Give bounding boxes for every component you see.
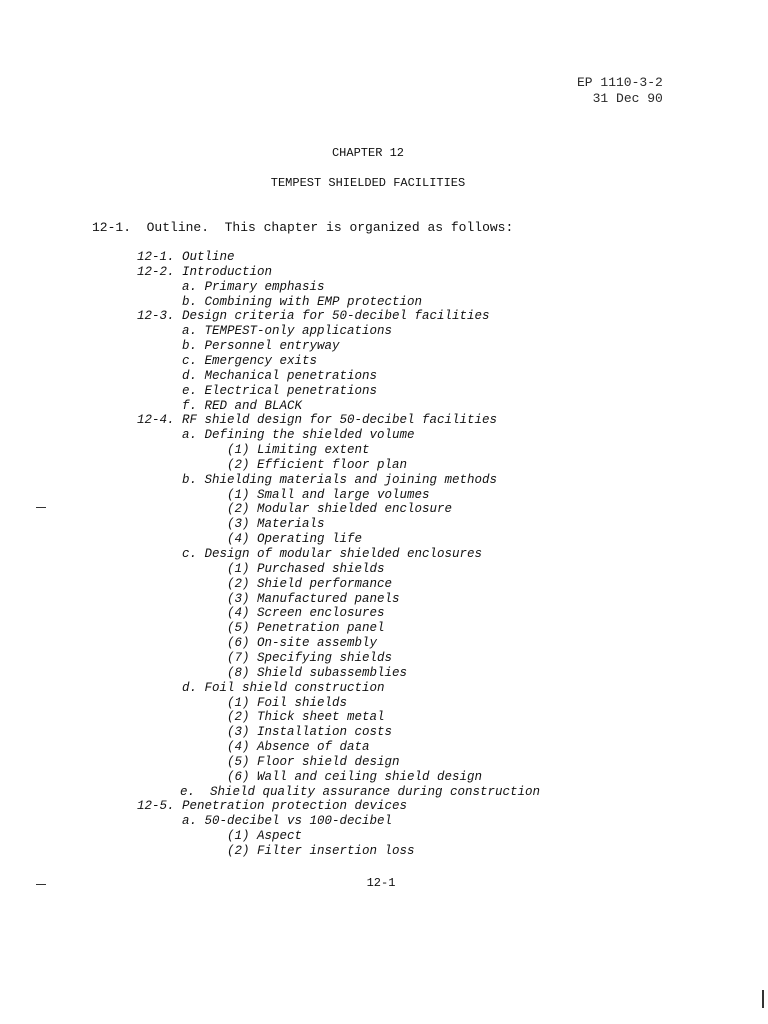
outline-item-level-2: d. Mechanical penetrations (182, 368, 378, 383)
outline-item-level-3: (5) Floor shield design (227, 754, 400, 769)
outline-item-level-1: 12-5. Penetration protection devices (137, 799, 408, 814)
outline-item-level-3: (6) Wall and ceiling shield design (227, 769, 483, 784)
outline-item-level-3: (8) Shield subassemblies (227, 665, 408, 680)
outline-item-level-3: (4) Operating life (227, 532, 363, 547)
outline-item-level-2: d. Foil shield construction (182, 680, 385, 695)
outline-item-level-2: e. Electrical penetrations (182, 383, 378, 398)
intro-paragraph: 12-1. Outline. This chapter is organized as follows: (92, 220, 514, 235)
outline-item-level-2: c. Design of modular shielded enclosures (182, 547, 483, 561)
outline-item-level-3: (1) Purchased shields (227, 561, 385, 576)
outline-item-level-3: (3) Materials (227, 517, 325, 532)
outline-item-level-2: f. RED and BLACK (182, 398, 303, 413)
page-number: 12-1 (366, 876, 396, 890)
outline-item-level-1: 12-1. Outline (137, 250, 235, 264)
doc-date: 31 Dec 90 (592, 91, 663, 106)
outline-item-level-3: (1) Foil shields (227, 695, 348, 710)
outline-item-level-3: (5) Penetration panel (227, 621, 385, 636)
chapter-heading: CHAPTER 12 (331, 146, 404, 160)
scan-mark (762, 990, 764, 1008)
outline-item-level-3: (2) Thick sheet metal (227, 710, 385, 725)
outline-item-level-3: (1) Aspect (227, 829, 303, 844)
outline-item-level-1: 12-3. Design criteria for 50-decibel facilities (137, 309, 490, 324)
outline-item-level-3: (2) Efficient floor plan (227, 457, 408, 472)
outline-item-level-2: b. Shielding materials and joining methods (182, 472, 498, 487)
outline-item-level-2: a. TEMPEST-only applications (182, 324, 393, 339)
outline-item-level-3: (2) Modular shielded enclosure (227, 502, 453, 517)
outline-item-level-3: (1) Limiting extent (227, 443, 370, 458)
outline-item-level-3: (3) Manufactured panels (227, 591, 400, 606)
outline-item-level-3: (1) Small and large volumes (227, 487, 430, 502)
outline-item-level-3: (2) Filter insertion loss (227, 844, 415, 858)
scan-mark (36, 884, 46, 885)
outline-item-level-1: 12-2. Introduction (137, 264, 273, 279)
outline-item-level-3: (6) On-site assembly (227, 636, 378, 651)
chapter-title: TEMPEST SHIELDED FACILITIES (270, 176, 466, 190)
outline-item-level-3: (4) Screen enclosures (227, 606, 385, 621)
document-identifier (577, 75, 663, 107)
outline-item-level-2: a. Defining the shielded volume (182, 428, 415, 443)
outline-item-level-3: (4) Absence of data (227, 740, 370, 755)
outline-item-level-2: a. Primary emphasis (182, 279, 325, 294)
outline-item-level-2: b. Personnel entryway (182, 339, 340, 354)
outline-item-level-3: (7) Specifying shields (227, 650, 393, 665)
outline-item-level-2: c. Emergency exits (182, 353, 318, 368)
scan-mark (36, 507, 46, 508)
outline-item-level-3: (3) Installation costs (227, 725, 393, 740)
outline-item-level-2: e. Shield quality assurance during construction (180, 784, 541, 799)
outline-item-level-2: a. 50-decibel vs 100-decibel (182, 814, 393, 829)
outline-item-level-1: 12-4. RF shield design for 50-decibel facilities (137, 413, 498, 428)
outline-item-level-2: b. Combining with EMP protection (182, 294, 423, 309)
doc-number: EP 1110-3-2 (577, 75, 663, 90)
outline-item-level-3: (2) Shield performance (227, 576, 393, 591)
